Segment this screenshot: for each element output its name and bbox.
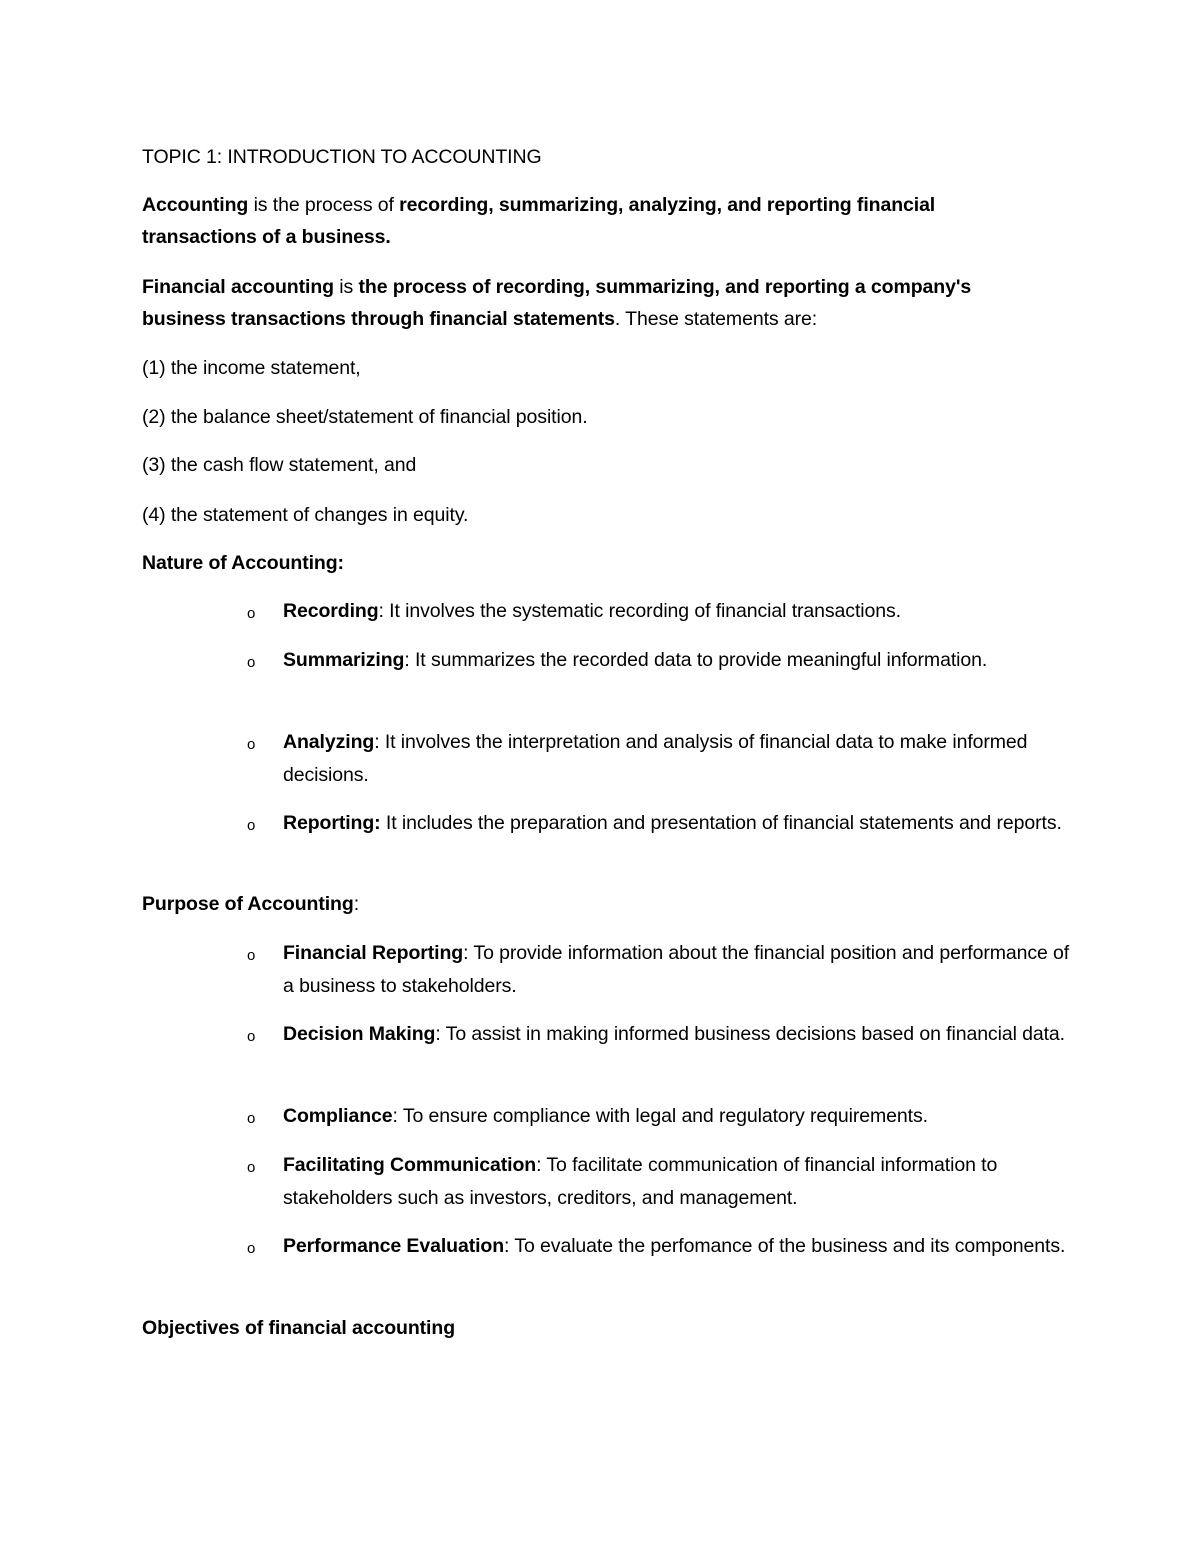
nature-item-content	[283, 807, 1072, 840]
statement-item	[142, 401, 1042, 433]
purpose-item-term: Financial Reporting	[283, 942, 464, 964]
nature-item-text: It involves the systematic recording of financial transactions.	[383, 600, 901, 622]
financial-accounting-connector: is	[333, 276, 359, 298]
financial-accounting-definition-text: the process of recording, summarizing, and reporting a company's business transactions through financial statements	[142, 276, 972, 330]
purpose-list-item	[142, 937, 1072, 1003]
bullet-icon: o	[247, 1159, 256, 1176]
purpose-heading	[142, 888, 1042, 920]
purpose-heading-text: Purpose of Accounting	[142, 893, 354, 915]
purpose-item-content	[283, 937, 1072, 1003]
financial-accounting-tail: . These statements are:	[614, 308, 818, 330]
nature-item-content	[283, 644, 1072, 677]
topic-heading	[142, 141, 1042, 173]
bullet-icon: o	[247, 654, 256, 671]
accounting-connector: is the process of	[248, 194, 400, 216]
bullet-icon: o	[247, 1028, 256, 1045]
nature-list-item	[142, 726, 1072, 792]
nature-list-item	[142, 807, 1072, 840]
nature-item-term: Recording	[283, 600, 379, 622]
accounting-definition	[142, 189, 1042, 253]
objectives-heading-text: Objectives of financial accounting	[142, 1317, 455, 1339]
nature-item-colon: :	[404, 649, 410, 671]
purpose-item-term: Compliance	[283, 1105, 393, 1127]
purpose-list-item	[142, 1230, 1072, 1263]
purpose-list-item	[142, 1149, 1072, 1215]
bullet-icon: o	[247, 1110, 256, 1127]
statement-item-text: (1) the income statement,	[142, 357, 361, 379]
nature-item-term: Reporting:	[283, 812, 381, 834]
statement-item-text: (2) the balance sheet/statement of financial position.	[142, 406, 588, 428]
purpose-heading-colon: :	[353, 893, 360, 915]
bullet-icon: o	[247, 605, 256, 622]
accounting-term: Accounting	[142, 194, 249, 216]
nature-item-colon: :	[374, 731, 380, 753]
bullet-icon: o	[247, 817, 256, 834]
purpose-item-colon: :	[435, 1023, 441, 1045]
purpose-item-text: To assist in making informed business decisions based on financial data.	[440, 1023, 1065, 1045]
purpose-list-item	[142, 1018, 1072, 1051]
purpose-item-term: Decision Making	[283, 1023, 436, 1045]
nature-item-content	[283, 595, 1072, 628]
purpose-item-colon: :	[536, 1154, 542, 1176]
purpose-item-colon: :	[392, 1105, 398, 1127]
purpose-item-text: To ensure compliance with legal and regulatory requirements.	[397, 1105, 928, 1127]
nature-list-item	[142, 644, 1072, 677]
bullet-icon: o	[247, 1240, 256, 1257]
purpose-item-colon: :	[504, 1235, 510, 1257]
nature-item-colon: :	[378, 600, 384, 622]
purpose-item-text: To facilitate communication of financial information to stakeholders such as investors, creditors, and management.	[283, 1154, 998, 1209]
statement-item	[142, 499, 1042, 531]
purpose-item-text: To provide information about the financial position and performance of a business to stakeholders.	[283, 942, 1070, 997]
bullet-icon: o	[247, 947, 256, 964]
nature-heading	[142, 547, 1042, 579]
statement-item-text: (3) the cash flow statement, and	[142, 454, 417, 476]
purpose-item-content	[283, 1100, 1072, 1133]
nature-item-text: It includes the preparation and presentation of financial statements and reports.	[380, 812, 1062, 834]
nature-item-content	[283, 726, 1072, 792]
statement-item-text: (4) the statement of changes in equity.	[142, 504, 469, 526]
nature-list-item	[142, 595, 1072, 628]
objectives-heading	[142, 1312, 1042, 1344]
purpose-item-content	[283, 1149, 1072, 1215]
statement-item	[142, 449, 1042, 481]
accounting-definition-text: recording, summarizing, analyzing, and reporting financial transactions of a business.	[142, 194, 936, 248]
bullet-icon: o	[247, 736, 256, 753]
purpose-item-term: Facilitating Communication	[283, 1154, 537, 1176]
purpose-list-item	[142, 1100, 1072, 1133]
nature-item-text: It summarizes the recorded data to provide meaningful information.	[409, 649, 988, 671]
purpose-item-content	[283, 1230, 1072, 1263]
financial-accounting-definition	[142, 271, 1042, 335]
purpose-item-text: To evaluate the perfomance of the business and its components.	[509, 1235, 1066, 1257]
purpose-item-colon: :	[463, 942, 469, 964]
nature-item-term: Summarizing	[283, 649, 405, 671]
financial-accounting-term: Financial accounting	[142, 276, 334, 298]
purpose-item-term: Performance Evaluation	[283, 1235, 505, 1257]
purpose-item-content	[283, 1018, 1072, 1051]
nature-heading-text: Nature of Accounting:	[142, 552, 344, 574]
topic-heading-text: TOPIC 1: INTRODUCTION TO ACCOUNTING	[142, 146, 542, 168]
nature-item-term: Analyzing	[283, 731, 375, 753]
nature-item-text: It involves the interpretation and analysis of financial data to make informed decisions.	[283, 731, 1028, 786]
statement-item	[142, 352, 1042, 384]
